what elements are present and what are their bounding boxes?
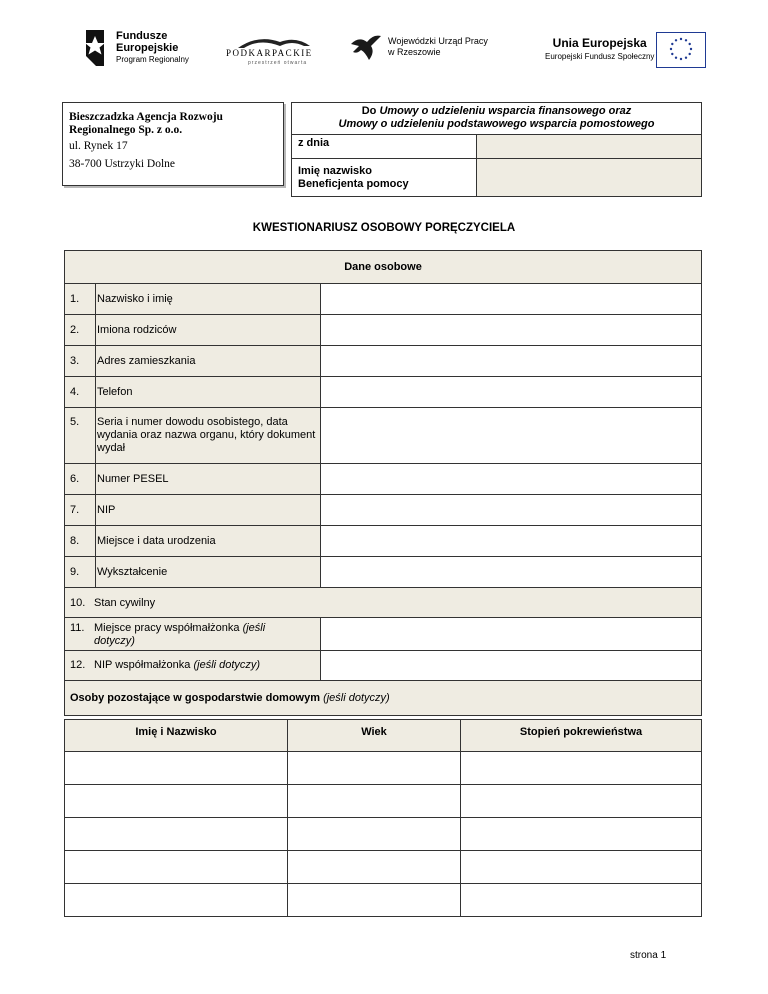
household-age-field[interactable] — [288, 785, 461, 818]
household-relation-field[interactable] — [461, 752, 702, 785]
id-document-field[interactable] — [321, 408, 702, 464]
personal-data-table — [64, 250, 702, 716]
fundusze-europejskie-logo-icon — [82, 26, 108, 70]
row-label: Miejsce i data urodzenia — [96, 526, 321, 557]
row-label: NIP — [96, 495, 321, 526]
table-row — [65, 495, 702, 526]
row-label: NIP współmałżonka — [94, 659, 191, 671]
pesel-field[interactable] — [321, 464, 702, 495]
row-number: 12. — [70, 659, 86, 671]
household-header-note: (jeśli dotyczy) — [323, 692, 390, 704]
table-row — [65, 588, 702, 618]
wup-bird-icon — [349, 32, 383, 64]
row-note: (jeśli dotyczy) — [193, 659, 261, 671]
row-label: Nazwisko i imię — [96, 284, 321, 315]
agency-street: ul. Rynek 17 — [69, 140, 128, 152]
table-row — [65, 557, 702, 588]
household-relation-field[interactable] — [461, 785, 702, 818]
agreement-header — [292, 103, 702, 135]
row-label: Seria i numer dowodu osobistego, data wydania oraz nazwa organu, który dokument wydał — [96, 408, 321, 464]
spouse-nip-field[interactable] — [321, 651, 702, 681]
household-header — [65, 681, 702, 716]
agency-address-box — [62, 102, 284, 186]
agreement-line-1: Umowy o udzieleniu wsparcia finansowego oraz — [379, 105, 632, 117]
birth-place-date-field[interactable] — [321, 526, 702, 557]
column-header-name: Imię i Nazwisko — [65, 720, 288, 752]
household-name-field[interactable] — [65, 752, 288, 785]
column-header-age: Wiek — [288, 720, 461, 752]
row-number: 6. — [65, 464, 96, 495]
table-row — [65, 526, 702, 557]
ue-subtitle: Europejski Fundusz Społeczny — [545, 52, 655, 61]
household-name-field[interactable] — [65, 884, 288, 917]
fe-title-1: Fundusze — [116, 30, 168, 42]
table-row — [65, 818, 702, 851]
household-name-field[interactable] — [65, 818, 288, 851]
household-age-field[interactable] — [288, 851, 461, 884]
row-number: 3. — [65, 346, 96, 377]
marital-status-cell — [65, 588, 702, 618]
row-number: 2. — [65, 315, 96, 346]
table-row — [65, 346, 702, 377]
row-number: 9. — [65, 557, 96, 588]
beneficiary-label-cell — [292, 159, 477, 197]
row-number: 11. — [70, 622, 85, 634]
agency-name: Bieszczadzka Agencja Rozwoju Regionalnego Sp. z o.o. — [69, 111, 223, 136]
table-row — [65, 785, 702, 818]
table-row — [65, 464, 702, 495]
row-label: Imiona rodziców — [96, 315, 321, 346]
date-label: z dnia — [298, 137, 330, 149]
fe-title-2: Europejskie — [116, 42, 179, 54]
row-number: 10. — [70, 597, 86, 609]
table-row — [65, 377, 702, 408]
surname-name-field[interactable] — [321, 284, 702, 315]
household-relation-field[interactable] — [461, 851, 702, 884]
row-number: 7. — [65, 495, 96, 526]
table-row — [65, 884, 702, 917]
podkarpackie-logo-name: PODKARPACKIE — [226, 48, 313, 58]
ue-logo-text — [545, 36, 654, 64]
column-header-relation: Stopień pokrewieństwa — [461, 720, 702, 752]
beneficiary-label-2: Beneficjenta pomocy — [298, 178, 409, 190]
wup-line-1: Wojewódzki Urząd Pracy — [388, 36, 488, 46]
table-row — [65, 752, 702, 785]
table-row — [65, 651, 702, 681]
household-table — [64, 719, 702, 917]
wup-line-2: w Rzeszowie — [388, 47, 441, 57]
table-row — [65, 315, 702, 346]
parents-names-field[interactable] — [321, 315, 702, 346]
form-title: KWESTIONARIUSZ OSOBOWY PORĘCZYCIELA — [252, 222, 516, 234]
table-row — [65, 851, 702, 884]
row-number: 1. — [65, 284, 96, 315]
spouse-workplace-field[interactable] — [321, 618, 702, 651]
agreement-prefix: Do — [361, 105, 377, 117]
household-age-field[interactable] — [288, 884, 461, 917]
row-label: Wykształcenie — [96, 557, 321, 588]
date-field[interactable] — [477, 135, 702, 159]
table-row — [65, 408, 702, 464]
agency-city: 38-700 Ustrzyki Dolne — [69, 158, 176, 170]
row-number: 8. — [65, 526, 96, 557]
nip-field[interactable] — [321, 495, 702, 526]
table-row — [65, 284, 702, 315]
beneficiary-label-1: Imię nazwisko — [298, 165, 372, 177]
fe-subtitle: Program Regionalny — [116, 55, 189, 64]
row-number: 5. — [65, 408, 96, 464]
household-age-field[interactable] — [288, 752, 461, 785]
agreement-line-2: Umowy o udzieleniu podstawowego wsparcia pomostowego — [338, 118, 655, 130]
row-note: (jeśli dotyczy) — [94, 622, 266, 647]
page-number: strona 1 — [630, 950, 667, 961]
phone-field[interactable] — [321, 377, 702, 408]
row-number: 4. — [65, 377, 96, 408]
household-age-field[interactable] — [288, 818, 461, 851]
table-row — [65, 618, 702, 651]
household-name-field[interactable] — [65, 851, 288, 884]
podkarpackie-logo-sub: przestrzeń otwarta — [248, 60, 308, 66]
education-field[interactable] — [321, 557, 702, 588]
row-label: Adres zamieszkania — [96, 346, 321, 377]
address-field[interactable] — [321, 346, 702, 377]
household-header-text: Osoby pozostające w gospodarstwie domowym — [70, 692, 320, 704]
wup-logo-text — [388, 36, 488, 58]
row-label: Miejsce pracy współmałżonka — [94, 622, 240, 634]
row-label: Stan cywilny — [94, 597, 156, 609]
spouse-workplace-label-cell — [65, 618, 321, 651]
agreement-info-table — [291, 102, 702, 197]
ue-title: Unia Europejska — [552, 36, 647, 50]
household-relation-field[interactable] — [461, 884, 702, 917]
row-label: Telefon — [96, 377, 321, 408]
eu-flag-icon — [656, 32, 706, 68]
personal-data-header: Dane osobowe — [65, 251, 702, 284]
spouse-nip-label-cell — [65, 651, 321, 681]
beneficiary-name-field[interactable] — [477, 159, 702, 197]
row-label: Numer PESEL — [96, 464, 321, 495]
fundusze-europejskie-logo-text — [116, 30, 189, 66]
household-name-field[interactable] — [65, 785, 288, 818]
date-label-cell — [292, 135, 477, 159]
household-relation-field[interactable] — [461, 818, 702, 851]
